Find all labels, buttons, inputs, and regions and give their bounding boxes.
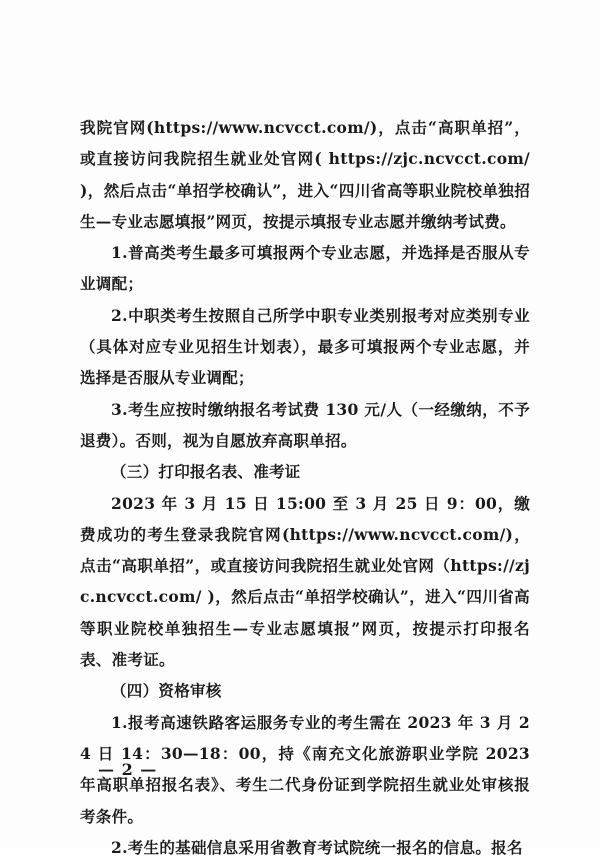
page-number: — 2 — xyxy=(98,760,158,779)
paragraph-rule-2: 2.中职类考生按照自己所学中职专业类别报考对应类别专业（具体对应专业见招生计划表），最多可填报两个专业志愿，并选择是否服从专业调配； xyxy=(80,305,530,388)
paragraph-review-2: 2.考生的基础信息采用省教育考试院统一报名的信息。报名 xyxy=(111,837,523,857)
section-heading-print: （三）打印报名表、准考证 xyxy=(111,462,301,482)
paragraph-rule-1: 1.普高类考生最多可填报两个专业志愿，并选择是否服从专业调配； xyxy=(80,243,530,294)
paragraph-website-instructions: 我院官网(https://www.ncvcct.com/)，点击“高职单招”，或直接访问我院招生就业处官网( https://zjc.ncvcct.com/ )，然后点击“单招学校确认”，进入“四川省高等职业院校单独招生—专业志愿填报”网页，按提示填报专业志愿并缴纳考试费。 xyxy=(80,118,530,231)
section-heading-review: （四）资格审核 xyxy=(111,681,222,701)
paragraph-rule-3: 3.考生应按时缴纳报名考试费 130 元/人（一经缴纳，不予退费）。否则，视为自愿放弃高职单招。 xyxy=(80,399,530,450)
paragraph-review-1: 1.报考高速铁路客运服务专业的考生需在 2023 年 3 月 24 日 14：30—18：00，持《南充文化旅游职业学院 2023 年高职单招报名表》、考生二代身份证到学院招生就业处审核报考条件。 xyxy=(80,712,530,826)
paragraph-print-instructions: 2023 年 3 月 15 日 15:00 至 3 月 25 日 9：00，缴费成功的考生登录我院官网(https://www.ncvcct.com/)，点击“高职单招”，或直接访问我院招生就业处官网（https://zjc.ncvcct.com/ )，然后点击“单招学校确认”，进入“四川省高等职业院校单独招生—专业志愿填报”网页，按提示打印报名表、准考证。 xyxy=(80,493,530,670)
document-body xyxy=(80,112,530,863)
